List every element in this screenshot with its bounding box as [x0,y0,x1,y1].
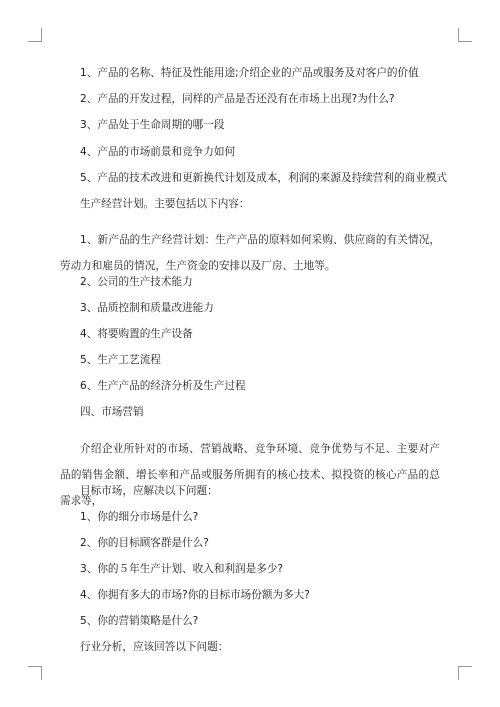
section-heading-marketing: 四、市场营销 [80,406,144,418]
paragraph-marketing-intro: 介绍企业所针对的市场、营销战略、竞争环境、竞争优势与不足、主要对产品的销售金额、增长率和产品或服务所拥有的核心技术、拟投资的核心产品的总需求等， [60,442,440,507]
crop-mark-top-left [28,28,42,42]
text-line-industry-analysis: 行业分析，应该回答以下问题： [80,641,229,653]
text-line-production-plan: 生产经营计划。主要包括以下内容： [80,198,250,210]
text-line-development: 2、产品的开发过程，同样的产品是否还没有在市场上出现?为什么? [80,93,395,105]
text-line-economic-analysis: 6、生产产品的经济分析及生产过程 [80,380,246,392]
text-line-lifecycle: 3、产品处于生命周期的哪一段 [80,119,225,131]
text-line-quality-control: 3、品质控制和质量改进能力 [80,302,214,314]
text-line-equipment: 4、将要购置的生产设备 [80,328,193,340]
text-line-market-prospect: 4、产品的市场前景和竞争力如何 [80,146,236,158]
text-line-segment-question: 1、你的细分市场是什么? [80,511,199,523]
crop-mark-top-right [458,28,472,42]
text-line-target-market: 目标市场，应解决以下问题： [80,485,218,497]
text-line-product-name: 1、产品的名称、特征及性能用途;介绍企业的产品或服务及对客户的价值 [80,67,419,79]
text-line-five-year-question: 3、你的５年生产计划、收入和利润是多少? [80,563,284,575]
text-line-tech-capability: 2、公司的生产技术能力 [80,276,193,288]
crop-mark-bottom-left [28,666,42,680]
text-line-customer-question: 2、你的目标顾客群是什么? [80,537,209,549]
paragraph-new-product-plan: 1、新产品的生产经营计划：生产产品的原料如何采购、供应商的有关情况，劳动力和雇员的情况，生产资金的安排以及厂房、土地等。 [60,233,440,272]
text-line-tech-improvement: 5、产品的技术改进和更新换代计划及成本，利润的来源及持续营利的商业模式 [80,172,447,184]
text-line-process-flow: 5、生产工艺流程 [80,354,161,366]
text-line-market-size-question: 4、你拥有多大的市场?你的目标市场份额为多大? [80,589,310,601]
crop-mark-bottom-right [458,666,472,680]
text-line-strategy-question: 5、你的营销策略是什么? [80,615,199,627]
